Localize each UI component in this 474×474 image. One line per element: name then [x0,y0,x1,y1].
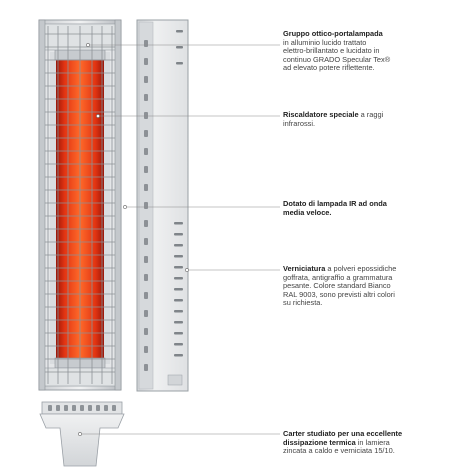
carter-vent [80,405,84,411]
vent-slot [176,62,183,65]
callout-line: infrarossi. [283,118,316,128]
vent-slot [174,310,183,313]
vent-slot [144,292,148,299]
vent-slot [176,30,183,33]
vent-slot [174,233,183,236]
callout-line: ad elevato potere riflettente. [283,63,375,73]
vent-slot [174,299,183,302]
vent-slot [144,112,148,119]
callout-rest: in lamiera [355,437,390,447]
carter-vent [104,405,108,411]
callout-rest: a raggi [358,110,384,119]
vent-slot [174,255,183,258]
callout-lampada [283,200,469,217]
vent-slot [174,354,183,357]
vent-slot [144,40,148,47]
vent-slot [174,244,183,247]
callout-rest: a polveri epossidiche [325,264,397,273]
vent-slot [174,266,183,269]
vent-slot [144,364,148,371]
vent-slot [176,46,183,49]
callout-verniciatura [283,265,469,308]
callout-line: continuo GRADO Specular Tex® [283,54,391,64]
vent-slot [174,343,183,346]
callout-line: elettro-brillantato e lucidato in [283,46,380,56]
callout-line: media veloce. [283,207,332,217]
vent-slot [144,256,148,263]
vent-slot [174,222,183,225]
vent-slot [174,332,183,335]
callout-line: su richiesta. [283,298,323,308]
callout-carter [283,430,469,456]
carter-vent [64,405,68,411]
vent-slot [144,148,148,155]
callout-bold: dissipazione termica [283,437,356,447]
heater-front-view [39,20,121,390]
vent-slot [144,328,148,335]
callout-title: Verniciatura [283,264,326,273]
carter-vent [96,405,100,411]
carter-vent [88,405,92,411]
vent-slot [174,277,183,280]
callout-line: zincata a caldo e verniciata 15/10. [283,446,395,456]
callout-riscaldatore [283,111,469,128]
vent-slot [144,184,148,191]
callout-title: Gruppo ottico-portalampada [283,29,383,38]
vent-slot [174,288,183,291]
callout-title: Carter studiato per una eccellente [283,429,403,438]
vent-slot [174,321,183,324]
vent-slot [144,76,148,83]
vent-slot [144,94,148,101]
vent-slot [144,310,148,317]
vent-slot [144,166,148,173]
carter-vent [48,405,52,411]
vent-slot [144,130,148,137]
heater-housing-view [137,20,188,391]
carter-vent [112,405,116,411]
vent-slot [144,346,148,353]
carter-vent [72,405,76,411]
callout-title: Dotato di lampada IR ad onda [283,199,387,208]
vent-slot [144,274,148,281]
callout-line: pesante. Colore standard Bianco [283,281,391,291]
callout-gruppo [283,30,469,73]
carter-vent [56,405,60,411]
callout-line: goffrata, antigraffio a grammatura [283,272,393,282]
callout-line: RAL 9003, sono previsti altri colori [283,289,395,299]
vent-slot [144,58,148,65]
vent-slot [144,238,148,245]
vent-slot [144,220,148,227]
vent-slot [144,202,148,209]
callout-title: Riscaldatore speciale [283,110,359,119]
callout-line: in alluminio lucido trattato [283,37,367,47]
